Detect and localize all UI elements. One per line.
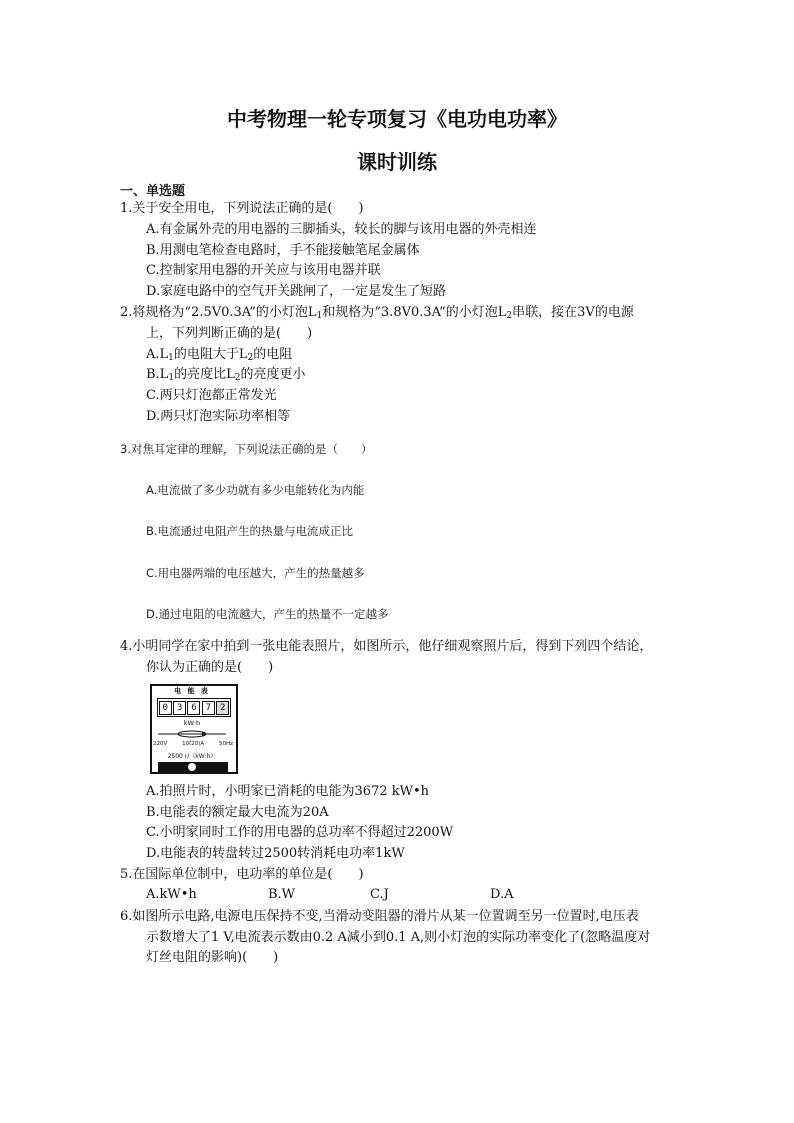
- question-6-stem: 6.如图所示电路,电源电压保持不变,当滑动变阻器的滑片从某一位置调至另一位置时,电压表: [120, 909, 639, 924]
- electric-meter-figure: [150, 684, 238, 774]
- question-3-option-b: B.电流通过电阻产生的热量与电流成正比: [146, 524, 354, 538]
- question-3-option-d: D.通过电阻的电流越大，产生的热量不一定越多: [146, 607, 389, 621]
- question-1-option-b: B.用测电笔检查电路时，手不能接触笔尾金属体: [146, 243, 420, 258]
- meter-specs: [153, 741, 233, 747]
- question-5-option-c: C.J: [370, 887, 389, 902]
- question-4-option-a: A.拍照片时，小明家已消耗的电能为3672 kW•h: [146, 784, 430, 799]
- meter-voltage: 220V: [153, 741, 168, 747]
- meter-digit: 3: [173, 701, 186, 715]
- document-subtitle: 课时训练: [357, 150, 437, 174]
- question-3-option-c: C.用电器两端的电压越大，产生的热量越多: [146, 566, 365, 580]
- question-1-option-a: A.有金属外壳的用电器的三脚插头，较长的脚与该用电器的外壳相连: [146, 222, 537, 237]
- meter-digit-decimal: 2: [216, 701, 229, 715]
- meter-current: 10(20)A: [182, 741, 205, 747]
- document-title: 中考物理一轮专项复习《电功电功率》: [227, 107, 567, 131]
- question-2-stem: 2.将规格为“2.5V0.3A”的小灯泡$L_1$和规格为“3.8V0.3A”的小灯泡$L_2$串联，接在3V的电源: [120, 305, 634, 321]
- question-4-stem-continued: 你认为正确的是( ): [146, 660, 274, 675]
- meter-digit: 7: [202, 701, 215, 715]
- question-5-stem: 5.在国际单位制中，电功率的单位是( ): [120, 867, 364, 882]
- question-2-option-d: D.两只灯泡实际功率相等: [146, 409, 291, 424]
- meter-revolutions: 2500 r/（kW·h）: [167, 753, 217, 760]
- meter-disc-icon: [156, 730, 228, 738]
- question-5-option-a: A.kW•h: [146, 887, 197, 902]
- meter-frequency: 50Hz: [218, 741, 233, 747]
- question-3-option-a: A.电流做了多少功就有多少电能转化为内能: [146, 483, 365, 497]
- meter-knob-icon: [188, 763, 196, 771]
- question-3-stem: 3.对焦耳定律的理解，下列说法正确的是（ ）: [120, 442, 373, 456]
- question-1-option-d: D.家庭电路中的空气开关跳闸了，一定是发生了短路: [146, 284, 447, 299]
- question-4-option-d: D.电能表的转盘转过2500转消耗电功率1kW: [146, 846, 405, 861]
- question-4-stem: 4.小明同学在家中拍到一张电能表照片，如图所示，他仔细观察照片后，得到下列四个结论，: [120, 639, 653, 654]
- question-5-option-d: D.A: [490, 887, 514, 902]
- question-1-option-c: C.控制家用电器的开关应与该用电器并联: [146, 263, 381, 278]
- question-2-option-b: $B.L_1$的亮度比$L_2$的亮度更小: [146, 367, 306, 383]
- question-2-option-c: C.两只灯泡都正常发光: [146, 388, 277, 403]
- meter-digit: 6: [187, 701, 200, 715]
- question-6-stem-end: 灯丝电阻的影响)( ): [146, 950, 279, 965]
- meter-digit-window: [157, 698, 231, 717]
- meter-unit: kW·h: [183, 719, 201, 727]
- question-2-option-a: $A.L_1$的电阻大于$L_2$的电阻: [146, 347, 293, 363]
- question-4-option-c: C.小明家同时工作的用电器的总功率不得超过2200W: [146, 825, 454, 840]
- meter-digit: 0: [159, 701, 172, 715]
- question-2-stem-continued: 上，下列判断正确的是( ): [146, 326, 313, 341]
- question-4-option-b: B.电能表的额定最大电流为20A: [146, 805, 329, 820]
- question-5-option-b: B.W: [268, 887, 296, 902]
- section-heading: 一、单选题: [120, 184, 186, 199]
- meter-title: 电 能 表: [174, 687, 210, 695]
- question-1-stem: 1.关于安全用电，下列说法正确的是( ): [120, 201, 364, 216]
- question-6-stem-continued: 示数增大了1 V,电流表示数由0.2 A减小到0.1 A,则小灯泡的实际功率变化了(忽略温度对: [146, 930, 651, 945]
